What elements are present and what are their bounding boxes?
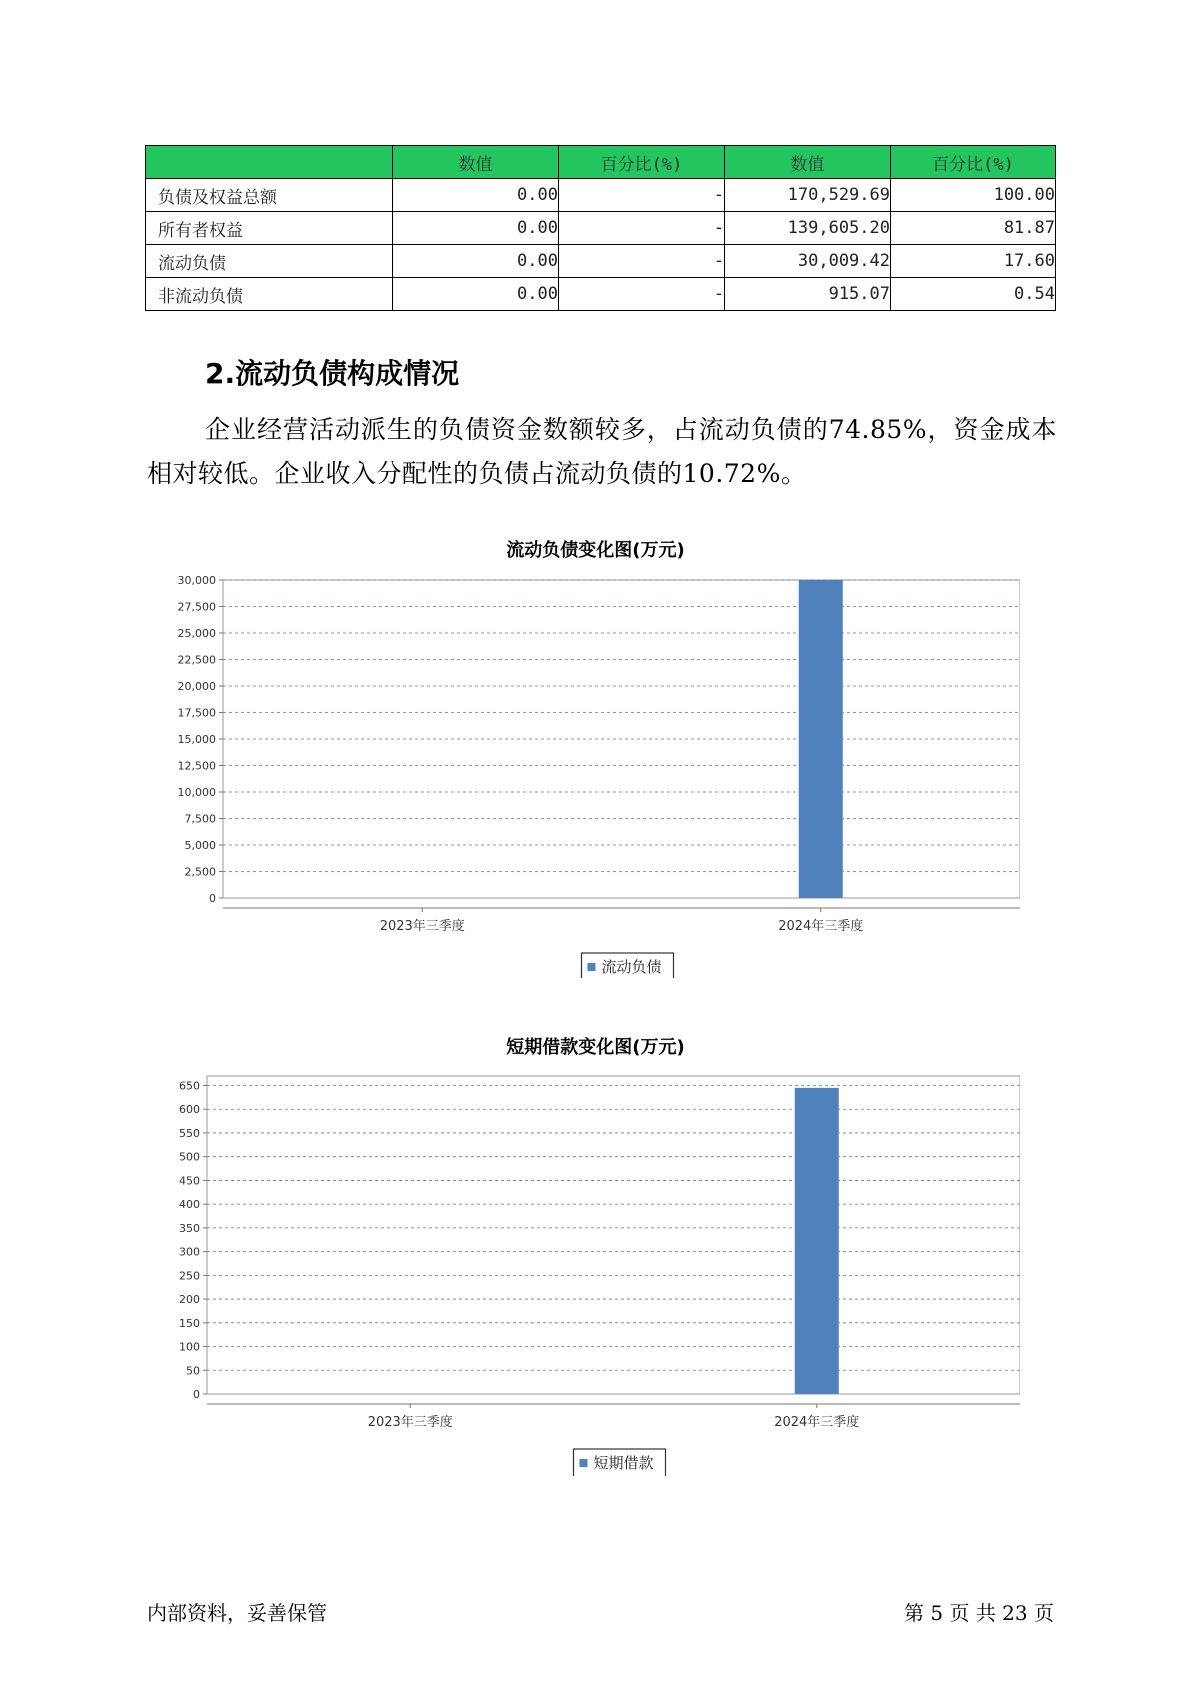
current-liabilities-chart: [150, 568, 1020, 978]
table-row: [146, 245, 1056, 278]
y-tick-label: 5,000: [184, 839, 216, 852]
y-tick-label: 650: [179, 1079, 200, 1093]
y-tick-label: 350: [179, 1221, 200, 1235]
value-cell: 915.07: [725, 278, 891, 311]
legend-label: 短期借款: [593, 1454, 654, 1472]
y-tick-label: 30,000: [177, 574, 216, 587]
header-cell: 数值: [393, 146, 559, 179]
x-tick-label: 2024年三季度: [774, 1415, 860, 1430]
percent-cell: 0.54: [891, 278, 1056, 311]
x-tick-label: 2023年三季度: [367, 1415, 453, 1430]
value-cell: 30,009.42: [725, 245, 891, 278]
y-tick-label: 17,500: [177, 706, 216, 720]
y-tick-label: 600: [179, 1103, 200, 1117]
x-tick-label: 2024年三季度: [778, 919, 864, 934]
balance-table: [145, 145, 1056, 311]
y-tick-label: 150: [179, 1316, 200, 1330]
x-tick-label: 2023年三季度: [379, 919, 465, 934]
header-cell: 百分比(%): [559, 146, 725, 179]
y-tick-label: 100: [179, 1340, 200, 1354]
header-cell: 数值: [725, 146, 891, 179]
footer-page-number: 第 5 页 共 23 页: [904, 1601, 1054, 1625]
legend-swatch: [580, 1459, 588, 1467]
table-header-row: [146, 146, 1056, 179]
y-tick-label: 300: [179, 1245, 200, 1259]
percent-cell: 81.87: [891, 212, 1056, 245]
short-term-loans-chart: [150, 1066, 1020, 1476]
y-tick-label: 20,000: [177, 680, 216, 693]
percent-cell: -: [559, 179, 725, 212]
row-label: 所有者权益: [146, 212, 393, 245]
value-cell: 139,605.20: [725, 212, 891, 245]
y-tick-label: 12,500: [177, 759, 216, 773]
header-cell: [146, 146, 393, 179]
row-label: 流动负债: [146, 245, 393, 278]
chart-title: 流动负债变化图(万元): [506, 540, 685, 561]
chart-title: 短期借款变化图(万元): [506, 1037, 685, 1058]
y-tick-label: 550: [179, 1126, 200, 1140]
percent-cell: 17.60: [891, 245, 1056, 278]
section-paragraph: 企业经营活动派生的负债资金数额较多，占流动负债的74.85%，资金成本相对较低。企业收入分配性的负债占流动负债的10.72%。: [147, 415, 1057, 488]
footer-confidential-note: 内部资料，妥善保管: [147, 1601, 327, 1625]
y-tick-label: 22,500: [177, 653, 216, 667]
y-tick-label: 15,000: [177, 733, 216, 746]
percent-cell: -: [559, 245, 725, 278]
section-heading: 2.流动负债构成情况: [205, 357, 460, 390]
table-row: [146, 179, 1056, 212]
y-tick-label: 250: [179, 1269, 200, 1283]
header-cell: 百分比(%): [891, 146, 1056, 179]
row-label: 非流动负债: [146, 278, 393, 311]
y-tick-label: 50: [186, 1364, 200, 1378]
y-tick-label: 25,000: [177, 627, 216, 640]
value-cell: 170,529.69: [725, 179, 891, 212]
y-tick-label: 500: [179, 1150, 200, 1164]
y-tick-label: 200: [179, 1293, 200, 1307]
legend-swatch: [588, 963, 596, 971]
value-cell: 0.00: [393, 212, 559, 245]
percent-cell: 100.00: [891, 179, 1056, 212]
y-tick-label: 10,000: [177, 786, 216, 799]
value-cell: 0.00: [393, 245, 559, 278]
y-tick-label: 27,500: [177, 600, 216, 614]
y-tick-label: 450: [179, 1174, 200, 1188]
percent-cell: -: [559, 212, 725, 245]
row-label: 负债及权益总额: [146, 179, 393, 212]
table-row: [146, 212, 1056, 245]
table-row: [146, 278, 1056, 311]
bar: [795, 1088, 839, 1394]
percent-cell: -: [559, 278, 725, 311]
y-tick-label: 0: [209, 892, 216, 905]
bar: [799, 580, 843, 898]
y-tick-label: 0: [193, 1388, 200, 1401]
y-tick-label: 400: [179, 1198, 200, 1212]
y-tick-label: 7,500: [184, 812, 216, 826]
value-cell: 0.00: [393, 179, 559, 212]
y-tick-label: 2,500: [184, 865, 216, 879]
legend-label: 流动负债: [601, 958, 662, 976]
value-cell: 0.00: [393, 278, 559, 311]
